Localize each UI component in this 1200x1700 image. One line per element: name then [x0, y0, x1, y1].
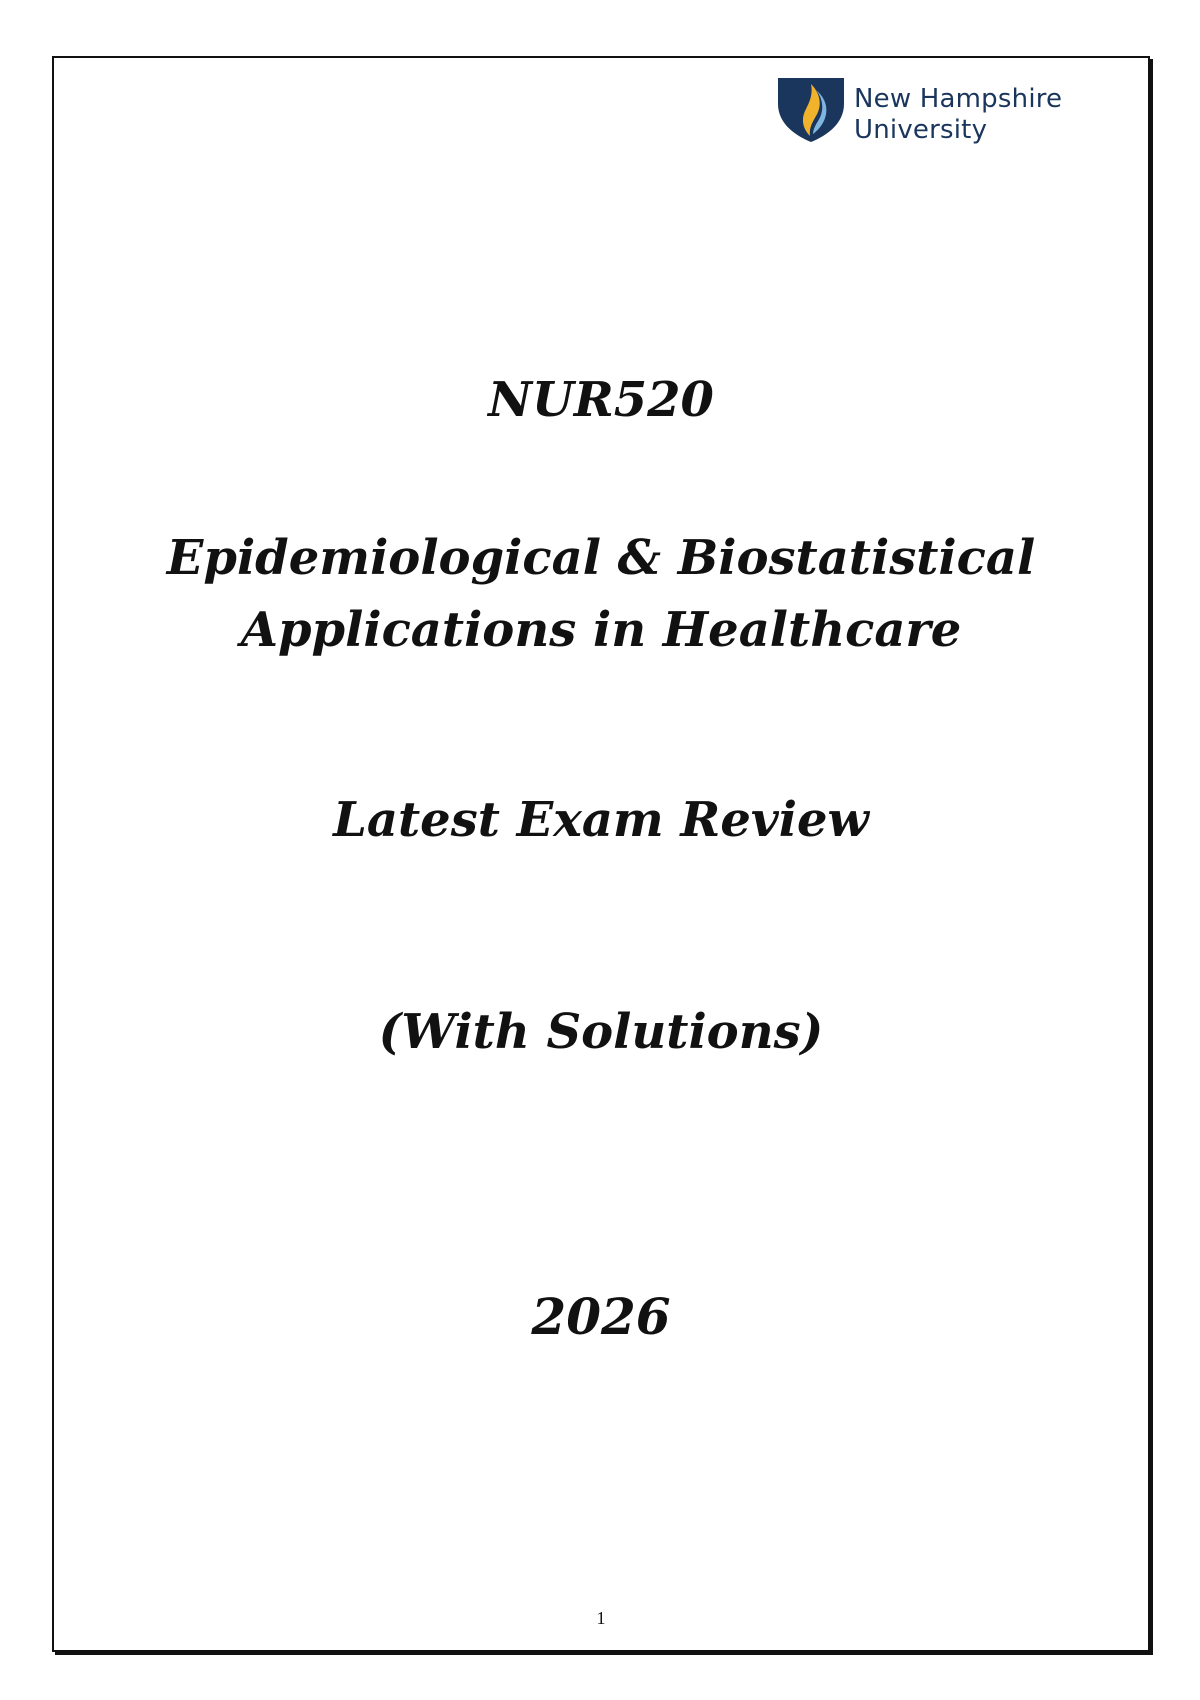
shield-icon [776, 76, 846, 144]
review-label: Latest Exam Review [333, 792, 869, 848]
logo-line-1: New Hampshire [854, 84, 1063, 114]
page-number: 1 [596, 1608, 606, 1628]
year-label: 2026 [531, 1287, 671, 1346]
course-title-line-1: Epidemiological & Biostatistical [166, 530, 1036, 586]
course-code: NUR520 [488, 372, 714, 428]
page-border [52, 56, 1150, 1652]
solutions-label: (With Solutions) [378, 1004, 824, 1060]
logo-line-2: University [854, 115, 988, 145]
course-title-line-2: Applications in Healthcare [240, 602, 962, 658]
course-title [52, 522, 1150, 666]
university-logo [776, 76, 1062, 146]
university-wordmark [854, 84, 1062, 146]
